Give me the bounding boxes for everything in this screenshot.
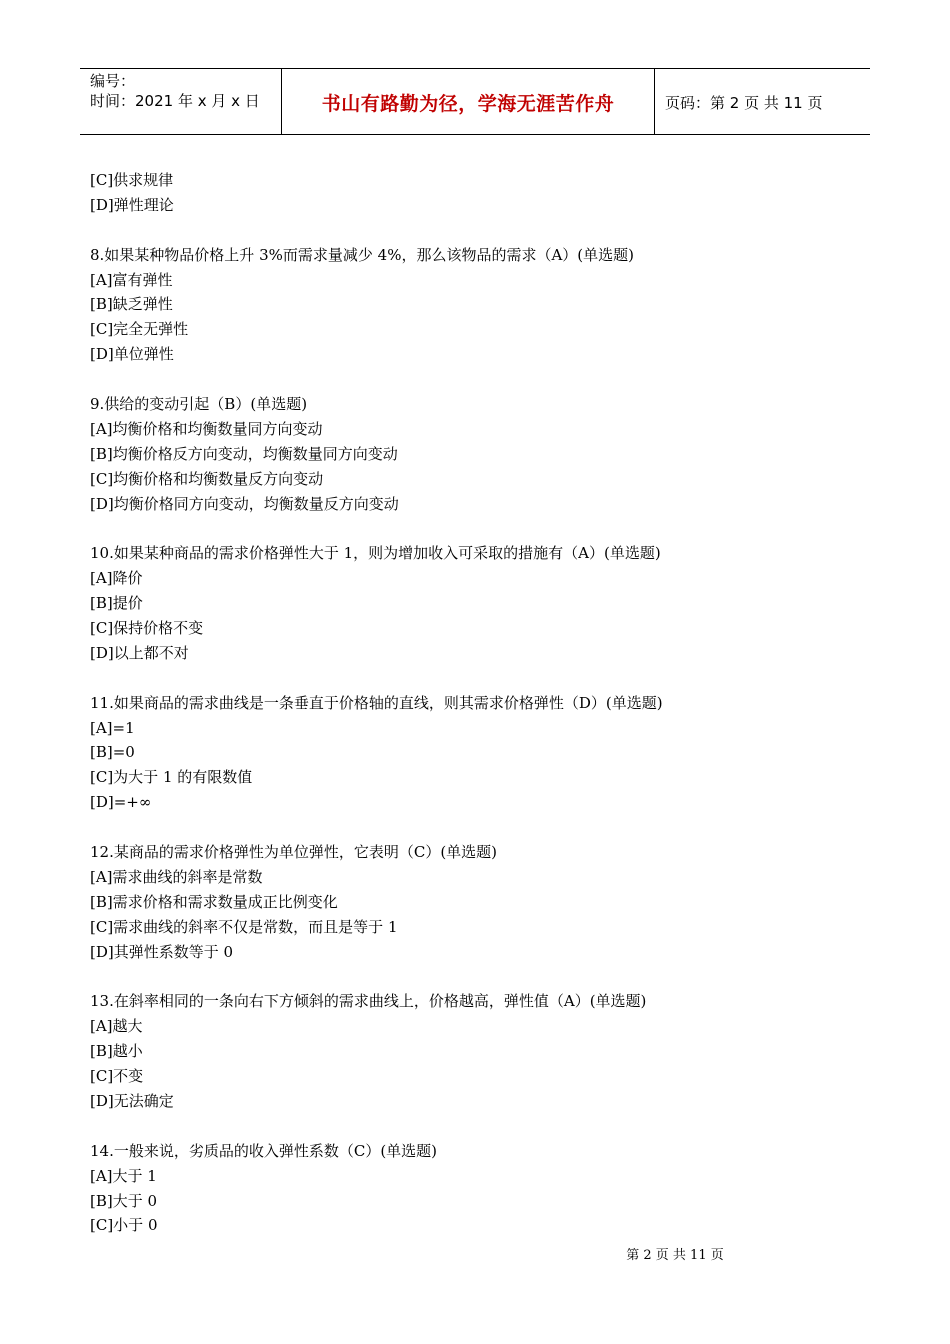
time-label: 时间：2021 年 x 月 x 日: [90, 92, 260, 110]
question-text: 9.供给的变动引起（B）(单选题): [90, 395, 308, 414]
answer-option: [D]无法确定: [90, 1091, 174, 1110]
blank-line: [90, 815, 870, 840]
answer-option: [C]均衡价格和均衡数量反方向变动: [90, 469, 324, 488]
document-body: [90, 168, 870, 1238]
question-text: 14.一般来说，劣质品的收入弹性系数（C）(单选题): [90, 1141, 438, 1160]
answer-option: [C]供求规律: [90, 171, 174, 189]
answer-option: [C]小于 0: [90, 1216, 158, 1235]
answer-option: [B]越小: [90, 1042, 143, 1061]
question-text: 11.如果商品的需求曲线是一条垂直于价格轴的直线，则其需求价格弹性（D）(单选题): [90, 693, 663, 712]
header-meta: [90, 71, 260, 111]
serial-label: 编号：: [90, 72, 136, 90]
blank-line: [90, 367, 870, 392]
blank-line: [90, 218, 870, 243]
header-motto: 书山有路勤为径，学海无涯苦作舟: [321, 92, 615, 115]
answer-option: [A]富有弹性: [90, 270, 173, 289]
answer-option: [D]其弹性系数等于 0: [90, 942, 234, 961]
blank-line: [90, 965, 870, 990]
header-page-info: 页码：第 2 页 共 11 页: [665, 93, 823, 112]
blank-line: [90, 1114, 870, 1139]
answer-option: [D]均衡价格同方向变动，均衡数量反方向变动: [90, 494, 399, 513]
answer-option: [A]=1: [90, 718, 135, 737]
question-text: 13.在斜率相同的一条向右下方倾斜的需求曲线上，价格越高，弹性值（A）(单选题): [90, 992, 647, 1011]
answer-option: [C]保持价格不变: [90, 619, 204, 638]
answer-option: [C]完全无弹性: [90, 320, 189, 339]
answer-option: [A]降价: [90, 569, 143, 588]
question-text: 8.如果某种物品价格上升 3%而需求量减少 4%，那么该物品的需求（A）(单选题): [90, 245, 634, 264]
blank-line: [90, 666, 870, 691]
answer-option: [D]单位弹性: [90, 345, 174, 364]
answer-option: [A]越大: [90, 1017, 143, 1036]
blank-line: [90, 516, 870, 541]
answer-option: [A]大于 1: [90, 1166, 157, 1185]
answer-option: [C]为大于 1 的有限数值: [90, 768, 253, 787]
answer-option: [B]大于 0: [90, 1191, 158, 1210]
answer-option: [A]需求曲线的斜率是常数: [90, 867, 263, 886]
answer-option: [B]缺乏弹性: [90, 295, 173, 314]
answer-option: [D]以上都不对: [90, 643, 189, 662]
page-header: [80, 68, 870, 135]
question-text: 12.某商品的需求价格弹性为单位弹性，它表明（C）(单选题): [90, 843, 498, 862]
question-text: 10.如果某种商品的需求价格弹性大于 1，则为增加收入可采取的措施有（A）(单选题): [90, 544, 661, 563]
answer-option: [D]弹性理论: [90, 195, 174, 214]
answer-option: [B]需求价格和需求数量成正比例变化: [90, 892, 338, 911]
answer-option: [C]需求曲线的斜率不仅是常数，而且是等于 1: [90, 917, 398, 936]
page-footer: 第 2 页 共 11 页: [626, 1248, 724, 1263]
answer-option: [B]提价: [90, 594, 143, 613]
answer-option: [A]均衡价格和均衡数量同方向变动: [90, 419, 323, 438]
header-divider: [654, 69, 655, 135]
answer-option: [D]=+∞: [90, 793, 152, 812]
answer-option: [B]=0: [90, 743, 135, 762]
answer-option: [C]不变: [90, 1067, 144, 1086]
answer-option: [B]均衡价格反方向变动，均衡数量同方向变动: [90, 444, 398, 463]
